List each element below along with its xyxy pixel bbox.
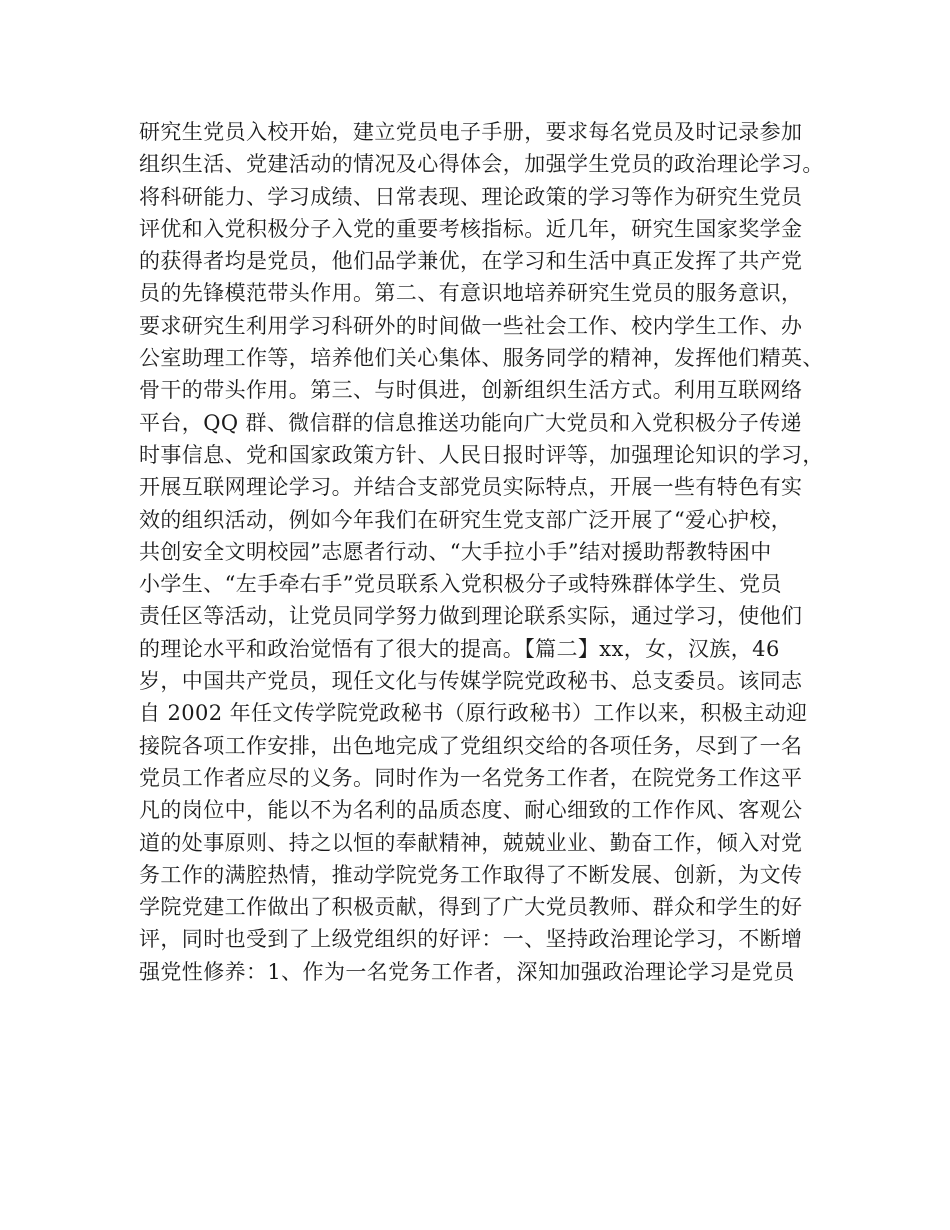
text-line: 时事信息、党和国家政策方针、人民日报时评等，加强理论知识的学习， (139, 442, 824, 467)
text-line: 岁，中国共产党员，现任文化与传媒学院党政秘书、总支委员。该同志 (139, 669, 803, 694)
text-line: 的理论水平和政治觉悟有了很大的提高。【篇二】xx，女，汉族，46 (139, 636, 780, 661)
text-line: 平台，QQ 群、微信群的信息推送功能向广大党员和入党积极分子传递 (139, 410, 802, 435)
text-line: 效的组织活动，例如今年我们在研究生党支部广泛开展了“爱心护校， (139, 507, 793, 532)
text-line: 评优和入党积极分子入党的重要考核指标。近几年，研究生国家奖学金 (139, 216, 803, 241)
text-line: 共创安全文明校园”志愿者行动、“大手拉小手”结对援助帮教特困中 (139, 539, 772, 564)
text-line: 强党性修养：1、作为一名党务工作者，深知加强政治理论学习是党员 (139, 959, 795, 984)
text-line: 责任区等活动，让党员同学努力做到理论联系实际，通过学习，使他们 (139, 604, 803, 629)
text-line: 评，同时也受到了上级党组织的好评：一、坚持政治理论学习，不断增 (139, 927, 803, 952)
text-line: 党员工作者应尽的义务。同时作为一名党务工作者，在院党务工作这平 (139, 765, 803, 790)
body-text (139, 116, 829, 988)
text-line: 员的先锋模范带头作用。第二、有意识地培养研究生党员的服务意识， (139, 281, 803, 306)
text-line: 务工作的满腔热情，推动学院党务工作取得了不断发展、创新，为文传 (139, 862, 803, 887)
text-line: 研究生党员入校开始，建立党员电子手册，要求每名党员及时记录参加 (139, 120, 803, 144)
text-line: 学院党建工作做出了积极贡献，得到了广大党员教师、群众和学生的好 (139, 895, 803, 920)
text-line: 道的处事原则、持之以恒的奉献精神，兢兢业业、勤奋工作，倾入对党 (139, 830, 803, 855)
text-line: 开展互联网理论学习。并结合支部党员实际特点，开展一些有特色有实 (139, 475, 803, 500)
text-line: 自 2002 年任文传学院党政秘书（原行政秘书）工作以来，积极主动迎 (139, 701, 808, 726)
text-line: 组织生活、党建活动的情况及心得体会，加强学生党员的政治理论学习。 (139, 152, 824, 177)
text-line: 要求研究生利用学习科研外的时间做一些社会工作、校内学生工作、办 (139, 313, 803, 338)
text-line: 骨干的带头作用。第三、与时俱进，创新组织生活方式。利用互联网络 (139, 378, 803, 403)
text-line: 接院各项工作安排，出色地完成了党组织交给的各项任务，尽到了一名 (139, 733, 803, 758)
text-line: 的获得者均是党员，他们品学兼优，在学习和生活中真正发挥了共产党 (139, 249, 803, 274)
text-line: 小学生、“左手牵右手”党员联系入党积极分子或特殊群体学生、党员 (139, 572, 782, 597)
text-line: 将科研能力、学习成绩、日常表现、理论政策的学习等作为研究生党员 (139, 184, 803, 209)
text-line: 凡的岗位中，能以不为名利的品质态度、耐心细致的工作作风、客观公 (139, 798, 803, 823)
text-line: 公室助理工作等，培养他们关心集体、服务同学的精神，发挥他们精英、 (139, 346, 824, 371)
